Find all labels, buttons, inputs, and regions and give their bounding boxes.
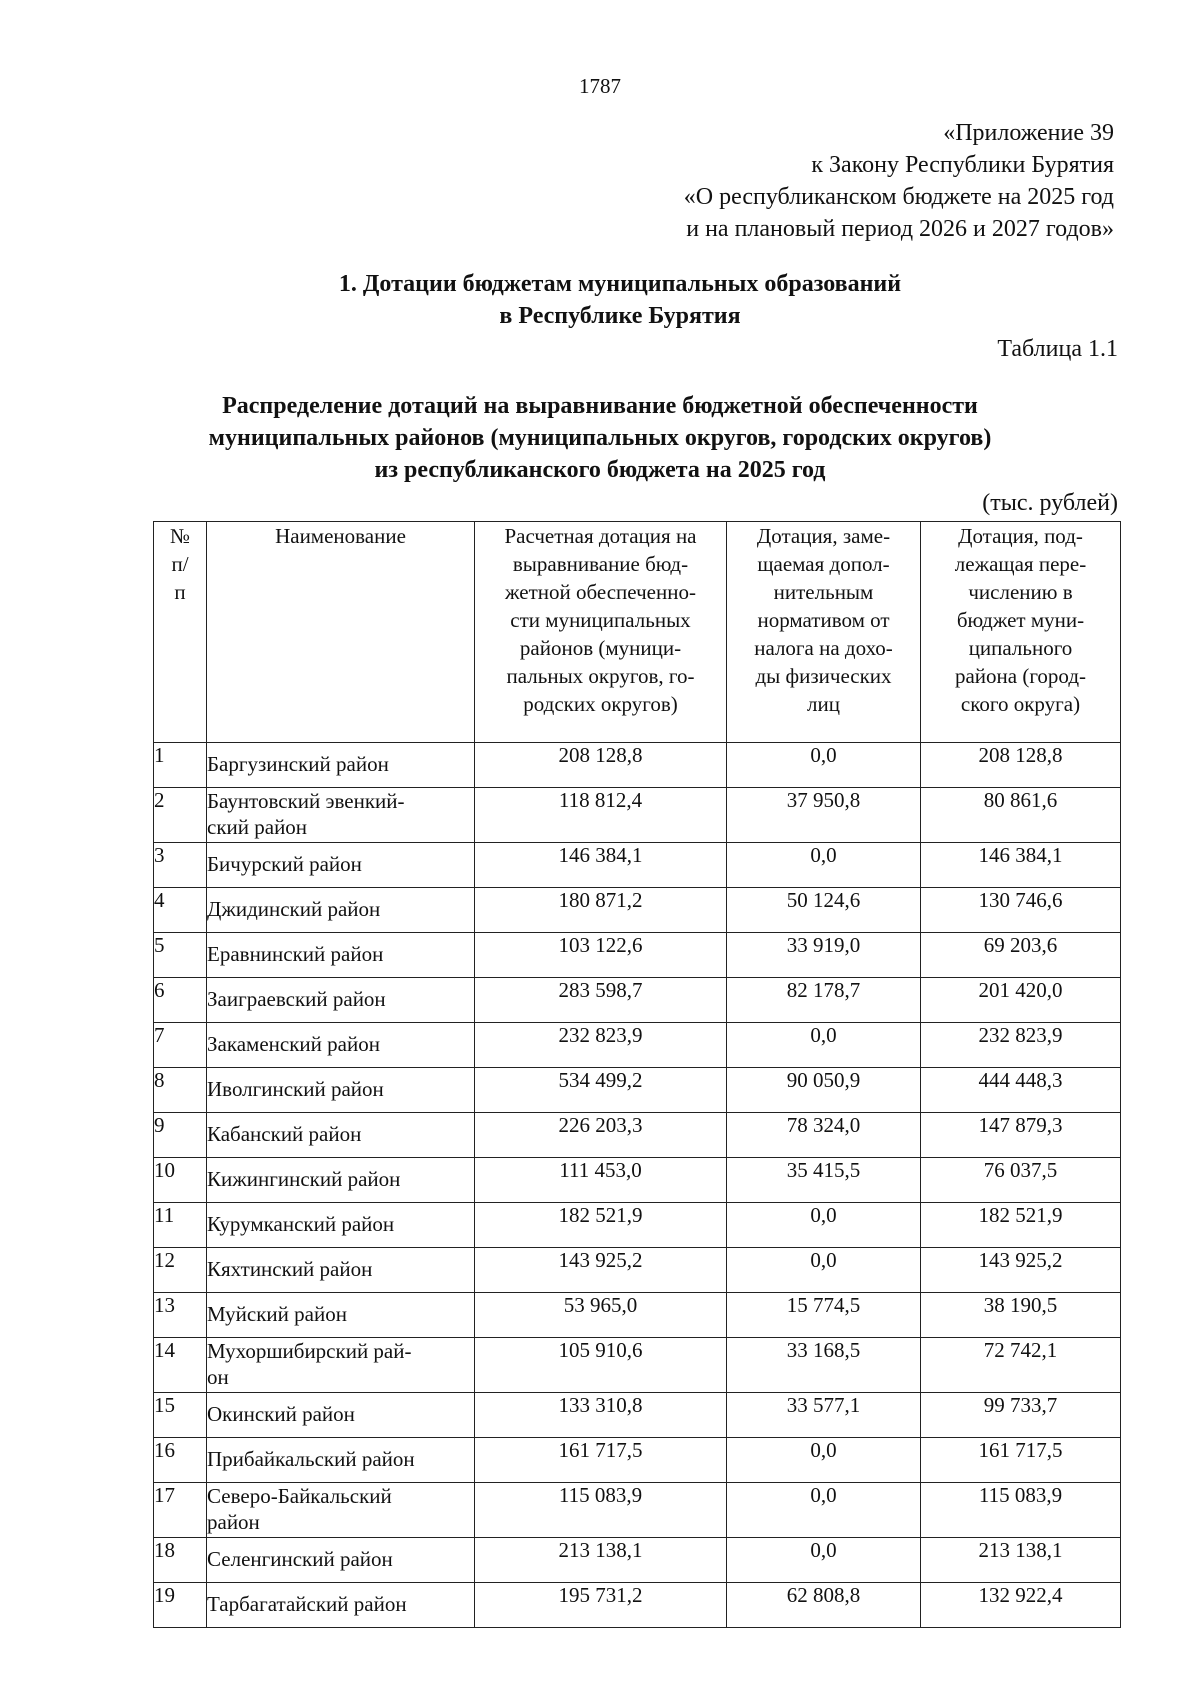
- header-line: нормативом от: [757, 608, 890, 632]
- header-line: щаемая допол-: [757, 552, 890, 576]
- cell-calculated: 118 812,4: [475, 788, 727, 843]
- row-name-line: Мухоршибирский рай-: [207, 1339, 412, 1363]
- row-number: 7: [154, 1023, 207, 1068]
- header-line: Расчетная дотация на: [504, 524, 697, 548]
- row-name-line: Тарбагатайский район: [207, 1592, 407, 1616]
- section-title-line: 1. Дотации бюджетам муниципальных образований: [338, 271, 902, 297]
- cell-replaced: 35 415,5: [727, 1158, 921, 1203]
- row-name: [207, 843, 475, 888]
- row-name: [207, 743, 475, 788]
- row-name-line: Бичурский район: [207, 852, 362, 876]
- row-name-line: Кабанский район: [207, 1122, 362, 1146]
- cell-transfer: 69 203,6: [921, 933, 1121, 978]
- header-line: родских округов): [523, 692, 678, 716]
- table-title-line: из республиканского бюджета на 2025 год: [374, 457, 826, 483]
- row-number: 2: [154, 788, 207, 843]
- cell-calculated: 115 083,9: [475, 1483, 727, 1538]
- cell-calculated: 53 965,0: [475, 1293, 727, 1338]
- header-line: сти муниципальных: [510, 608, 691, 632]
- row-name-line: Селенгинский район: [207, 1547, 393, 1571]
- cell-replaced: 90 050,9: [727, 1068, 921, 1113]
- row-number: 15: [154, 1393, 207, 1438]
- table-row: [154, 843, 1121, 888]
- cell-calculated: 111 453,0: [475, 1158, 727, 1203]
- header-line: Дотация, под-: [958, 524, 1083, 548]
- header-line: выравнивание бюд-: [512, 552, 689, 576]
- table-row: [154, 1483, 1121, 1538]
- header-line: налога на дохо-: [754, 636, 893, 660]
- annex-line: и на плановый период 2026 и 2027 годов»: [686, 216, 1114, 242]
- row-name-line: Муйский район: [207, 1302, 347, 1326]
- header-line: жетной обеспеченно-: [505, 580, 696, 604]
- header-line: ского округа): [960, 692, 1081, 716]
- row-number: 6: [154, 978, 207, 1023]
- header-line: района (город-: [954, 664, 1087, 688]
- row-name-line: он: [207, 1365, 229, 1389]
- cell-replaced: 0,0: [727, 843, 921, 888]
- row-name-line: Еравнинский район: [207, 942, 384, 966]
- row-number: 5: [154, 933, 207, 978]
- section-title-line: в Республике Бурятия: [499, 303, 741, 329]
- page-number: 1787: [579, 74, 621, 98]
- units-label: (тыс. рублей): [982, 490, 1118, 516]
- column-header-calculated: [475, 522, 727, 743]
- cell-transfer: 147 879,3: [921, 1113, 1121, 1158]
- row-name-line: Прибайкальский район: [207, 1447, 415, 1471]
- table-row: [154, 888, 1121, 933]
- row-name-line: Баунтовский эвенкий-: [207, 789, 405, 813]
- header-line: ципального: [968, 636, 1073, 660]
- row-name-line: Окинский район: [207, 1402, 355, 1426]
- row-number: 3: [154, 843, 207, 888]
- table-row: [154, 1068, 1121, 1113]
- row-number: 9: [154, 1113, 207, 1158]
- cell-replaced: 0,0: [727, 1248, 921, 1293]
- row-number: 1: [154, 743, 207, 788]
- row-name: [207, 888, 475, 933]
- table-row: [154, 743, 1121, 788]
- header-line: районов (муници-: [519, 636, 682, 660]
- annex-heading: [684, 117, 1114, 245]
- row-name: [207, 1338, 475, 1393]
- row-name: [207, 788, 475, 843]
- table-body: [154, 743, 1121, 1628]
- table-row: [154, 1393, 1121, 1438]
- header-line: бюджет муни-: [956, 608, 1085, 632]
- row-number: 4: [154, 888, 207, 933]
- cell-replaced: 0,0: [727, 1203, 921, 1248]
- cell-transfer: 208 128,8: [921, 743, 1121, 788]
- cell-calculated: 213 138,1: [475, 1538, 727, 1583]
- row-name-line: Иволгинский район: [207, 1077, 384, 1101]
- cell-calculated: 103 122,6: [475, 933, 727, 978]
- column-header-transfer: [921, 522, 1121, 743]
- row-name: [207, 1483, 475, 1538]
- row-name-line: ский район: [207, 815, 308, 839]
- table-row: [154, 1338, 1121, 1393]
- table-row: [154, 788, 1121, 843]
- cell-transfer: 132 922,4: [921, 1583, 1121, 1628]
- table-row: [154, 1293, 1121, 1338]
- cell-transfer: 201 420,0: [921, 978, 1121, 1023]
- cell-transfer: 444 448,3: [921, 1068, 1121, 1113]
- header-line: нительным: [773, 580, 874, 604]
- row-name: [207, 1438, 475, 1483]
- cell-calculated: 283 598,7: [475, 978, 727, 1023]
- row-name-line: Курумканский район: [207, 1212, 395, 1236]
- row-name: [207, 1538, 475, 1583]
- row-name: [207, 978, 475, 1023]
- cell-calculated: 143 925,2: [475, 1248, 727, 1293]
- table-header-row: [154, 522, 1121, 743]
- cell-transfer: 143 925,2: [921, 1248, 1121, 1293]
- cell-calculated: 534 499,2: [475, 1068, 727, 1113]
- row-number: 17: [154, 1483, 207, 1538]
- section-title: [0, 268, 1200, 332]
- annex-line: к Закону Республики Бурятия: [811, 152, 1114, 178]
- table-title-line: Распределение дотаций на выравнивание бюджетной обеспеченности: [222, 393, 978, 419]
- header-line: ды физических: [755, 664, 892, 688]
- header-line: п: [174, 580, 186, 604]
- row-name: [207, 933, 475, 978]
- row-name-line: Кижингинский район: [207, 1167, 401, 1191]
- row-number: 12: [154, 1248, 207, 1293]
- table-row: [154, 1248, 1121, 1293]
- cell-replaced: 62 808,8: [727, 1583, 921, 1628]
- cell-transfer: 213 138,1: [921, 1538, 1121, 1583]
- row-number: 13: [154, 1293, 207, 1338]
- cell-replaced: 0,0: [727, 1483, 921, 1538]
- cell-replaced: 0,0: [727, 1023, 921, 1068]
- table-row: [154, 1438, 1121, 1483]
- cell-calculated: 105 910,6: [475, 1338, 727, 1393]
- cell-transfer: 161 717,5: [921, 1438, 1121, 1483]
- table-row: [154, 978, 1121, 1023]
- table-title: [0, 390, 1200, 486]
- table-row: [154, 933, 1121, 978]
- row-number: 16: [154, 1438, 207, 1483]
- row-name-line: Джидинский район: [207, 897, 381, 921]
- table-row: [154, 1538, 1121, 1583]
- cell-replaced: 15 774,5: [727, 1293, 921, 1338]
- row-number: 11: [154, 1203, 207, 1248]
- row-name-line: район: [207, 1510, 260, 1534]
- table-label: Таблица 1.1: [997, 336, 1118, 362]
- header-line: п/: [171, 552, 189, 576]
- row-name-line: Кяхтинский район: [207, 1257, 373, 1281]
- row-number: 8: [154, 1068, 207, 1113]
- cell-calculated: 226 203,3: [475, 1113, 727, 1158]
- column-header-name: Наименование: [207, 522, 475, 743]
- header-line: пальных округов, го-: [506, 664, 695, 688]
- header-line: Дотация, заме-: [756, 524, 891, 548]
- cell-calculated: 180 871,2: [475, 888, 727, 933]
- table-row: [154, 1158, 1121, 1203]
- row-name: [207, 1113, 475, 1158]
- cell-calculated: 146 384,1: [475, 843, 727, 888]
- cell-replaced: 37 950,8: [727, 788, 921, 843]
- row-name: [207, 1158, 475, 1203]
- row-name-line: Северо-Байкальский: [207, 1484, 392, 1508]
- cell-calculated: 182 521,9: [475, 1203, 727, 1248]
- cell-replaced: 0,0: [727, 1438, 921, 1483]
- cell-calculated: 161 717,5: [475, 1438, 727, 1483]
- header-line: №: [169, 524, 191, 548]
- header-line: лежащая пере-: [954, 552, 1087, 576]
- cell-transfer: 72 742,1: [921, 1338, 1121, 1393]
- row-name: [207, 1068, 475, 1113]
- cell-calculated: 232 823,9: [475, 1023, 727, 1068]
- cell-calculated: 195 731,2: [475, 1583, 727, 1628]
- cell-transfer: 38 190,5: [921, 1293, 1121, 1338]
- row-number: 10: [154, 1158, 207, 1203]
- table-title-line: муниципальных районов (муниципальных округов, городских округов): [208, 425, 992, 451]
- cell-transfer: 182 521,9: [921, 1203, 1121, 1248]
- cell-replaced: 0,0: [727, 743, 921, 788]
- row-name: [207, 1583, 475, 1628]
- column-header-number: [154, 522, 207, 743]
- cell-transfer: 99 733,7: [921, 1393, 1121, 1438]
- row-number: 14: [154, 1338, 207, 1393]
- cell-replaced: 33 577,1: [727, 1393, 921, 1438]
- column-header-replaced: [727, 522, 921, 743]
- table-row: [154, 1023, 1121, 1068]
- cell-calculated: 133 310,8: [475, 1393, 727, 1438]
- row-name-line: Баргузинский район: [207, 752, 389, 776]
- row-name: [207, 1393, 475, 1438]
- cell-replaced: 50 124,6: [727, 888, 921, 933]
- annex-line: «Приложение 39: [943, 120, 1114, 146]
- row-name: [207, 1248, 475, 1293]
- row-name: [207, 1023, 475, 1068]
- cell-transfer: 80 861,6: [921, 788, 1121, 843]
- cell-replaced: 82 178,7: [727, 978, 921, 1023]
- table-row: [154, 1203, 1121, 1248]
- cell-transfer: 115 083,9: [921, 1483, 1121, 1538]
- cell-transfer: 76 037,5: [921, 1158, 1121, 1203]
- row-number: 18: [154, 1538, 207, 1583]
- cell-replaced: 78 324,0: [727, 1113, 921, 1158]
- cell-transfer: 130 746,6: [921, 888, 1121, 933]
- cell-replaced: 0,0: [727, 1538, 921, 1583]
- subsidy-table: [153, 521, 1121, 1628]
- cell-replaced: 33 168,5: [727, 1338, 921, 1393]
- annex-line: «О республиканском бюджете на 2025 год: [683, 184, 1114, 210]
- table-row: [154, 1583, 1121, 1628]
- cell-transfer: 232 823,9: [921, 1023, 1121, 1068]
- cell-calculated: 208 128,8: [475, 743, 727, 788]
- row-number: 19: [154, 1583, 207, 1628]
- cell-replaced: 33 919,0: [727, 933, 921, 978]
- row-name: [207, 1293, 475, 1338]
- row-name: [207, 1203, 475, 1248]
- cell-transfer: 146 384,1: [921, 843, 1121, 888]
- row-name-line: Закаменский район: [207, 1032, 380, 1056]
- table-row: [154, 1113, 1121, 1158]
- header-line: числению в: [968, 580, 1073, 604]
- header-line: лиц: [807, 692, 840, 716]
- row-name-line: Заиграевский район: [207, 987, 386, 1011]
